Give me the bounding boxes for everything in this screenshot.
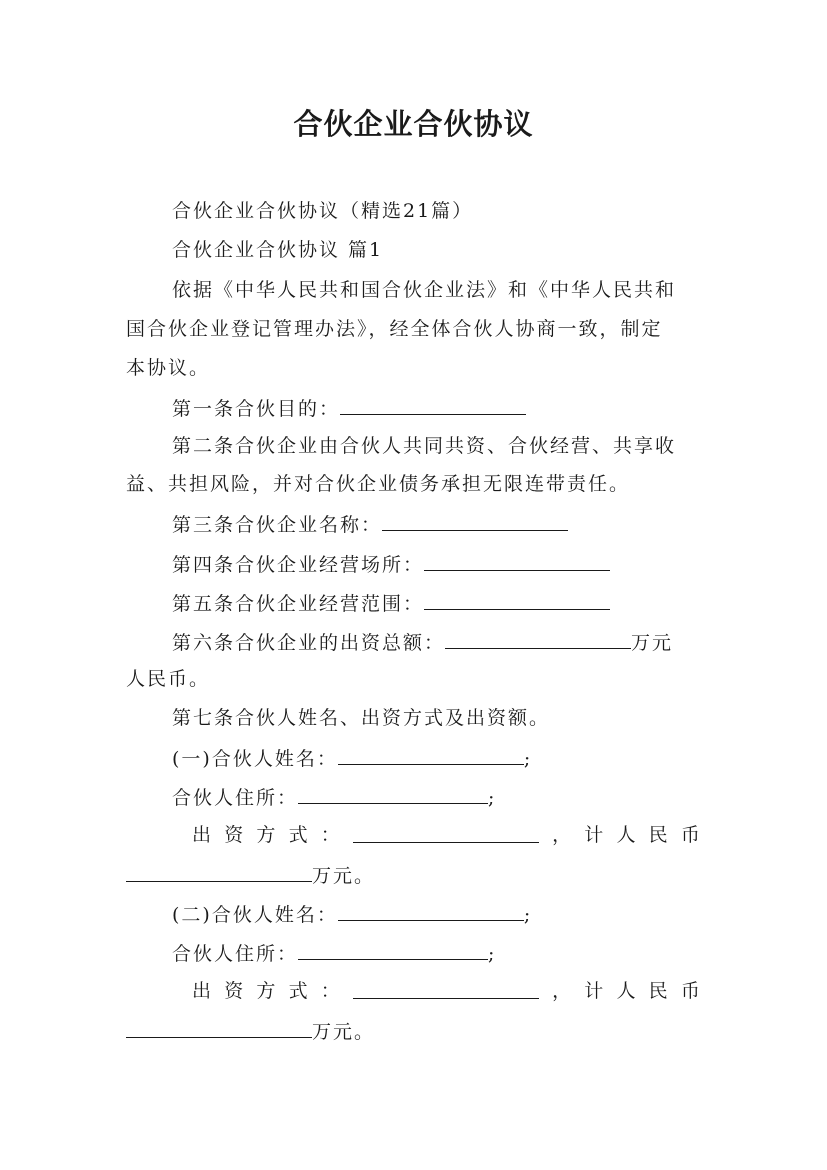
method-char: 计 xyxy=(584,980,604,1002)
partner-1-amount-row xyxy=(126,861,702,889)
article-4-label: 第四条合伙企业经营场所： xyxy=(172,554,425,576)
method-char: 式 xyxy=(288,980,308,1002)
intro-paragraph-line-2: 国合伙企业登记管理办法》，经全体合伙人协商一致，制定 xyxy=(126,318,663,340)
article-6-unit: 万元 xyxy=(631,632,674,654)
method-char: 式 xyxy=(288,824,308,846)
method-char: 出 xyxy=(192,824,212,846)
article-7: 第七条合伙人姓名、出资方式及出资额。 xyxy=(172,707,551,729)
method-char: ： xyxy=(320,980,340,1002)
method-char: 出 xyxy=(192,980,212,1002)
amount-unit: 万元。 xyxy=(312,1021,376,1043)
method-char: 民 xyxy=(648,824,668,846)
method-char: ， xyxy=(552,980,572,1002)
method-char: ： xyxy=(320,824,340,846)
subtitle: 合伙企业合伙协议（精选21篇） xyxy=(172,200,474,222)
semicolon: ; xyxy=(523,748,533,770)
article-5 xyxy=(172,589,702,617)
semicolon: ; xyxy=(488,787,497,809)
article-6 xyxy=(172,628,702,656)
partner-1-name-label: (一)合伙人姓名： xyxy=(172,748,338,770)
article-6-blank[interactable] xyxy=(445,628,631,649)
partner-2-residence-label: 合伙人住所： xyxy=(172,943,299,965)
partner-2-contribution-row xyxy=(192,978,700,1004)
partner-2-name-label: (二)合伙人姓名： xyxy=(172,904,338,926)
section-heading: 合伙企业合伙协议 篇1 xyxy=(172,239,384,261)
partner-2-residence-row xyxy=(172,939,702,967)
partner-2-name-row xyxy=(172,900,702,928)
partner-2-residence-blank[interactable] xyxy=(298,939,488,960)
partner-1-name-row xyxy=(172,744,702,772)
method-char: 人 xyxy=(616,824,636,846)
partner-1-name-blank[interactable] xyxy=(338,744,524,765)
article-1-blank[interactable] xyxy=(340,394,526,415)
partner-1-contribution-row xyxy=(192,822,700,848)
intro-paragraph-line-3: 本协议。 xyxy=(126,357,211,379)
document-title: 合伙企业合伙协议 xyxy=(293,107,534,141)
partner-1-method-blank[interactable] xyxy=(353,822,539,843)
article-1-label: 第一条合伙目的： xyxy=(172,398,341,420)
partner-2-amount-blank[interactable] xyxy=(126,1017,312,1038)
partner-2-method-blank[interactable] xyxy=(353,978,539,999)
article-4-blank[interactable] xyxy=(424,550,610,571)
article-6-label: 第六条合伙企业的出资总额： xyxy=(172,632,446,654)
article-3 xyxy=(172,510,702,538)
partner-2-amount-row xyxy=(126,1017,702,1045)
partner-1-residence-label: 合伙人住所： xyxy=(172,787,299,809)
method-char: 方 xyxy=(256,980,276,1002)
article-5-blank[interactable] xyxy=(424,589,610,610)
method-char: 资 xyxy=(224,980,244,1002)
method-char: 币 xyxy=(680,824,700,846)
method-char: 计 xyxy=(584,824,604,846)
method-char: 币 xyxy=(680,980,700,1002)
article-3-blank[interactable] xyxy=(382,510,568,531)
article-1 xyxy=(172,394,702,422)
semicolon: ; xyxy=(523,904,533,926)
partner-1-residence-row xyxy=(172,783,702,811)
partner-1-amount-blank[interactable] xyxy=(126,861,312,882)
article-2-line-1: 第二条合伙企业由合伙人共同共资、合伙经营、共享收 xyxy=(172,435,677,457)
method-char: 民 xyxy=(648,980,668,1002)
method-char: 资 xyxy=(224,824,244,846)
article-5-label: 第五条合伙企业经营范围： xyxy=(172,593,425,615)
method-char: 方 xyxy=(256,824,276,846)
article-2-line-2: 益、共担风险，并对合伙企业债务承担无限连带责任。 xyxy=(126,473,631,495)
article-4 xyxy=(172,550,702,578)
method-char: 人 xyxy=(616,980,636,1002)
semicolon: ; xyxy=(488,943,497,965)
intro-paragraph-line-1: 依据《中华人民共和国合伙企业法》和《中华人民共和 xyxy=(172,279,677,301)
article-6-line-2: 人民币。 xyxy=(126,668,211,690)
article-3-label: 第三条合伙企业名称： xyxy=(172,514,383,536)
partner-1-residence-blank[interactable] xyxy=(298,783,488,804)
method-char: ， xyxy=(552,824,572,846)
partner-2-name-blank[interactable] xyxy=(338,900,524,921)
amount-unit: 万元。 xyxy=(312,865,376,887)
